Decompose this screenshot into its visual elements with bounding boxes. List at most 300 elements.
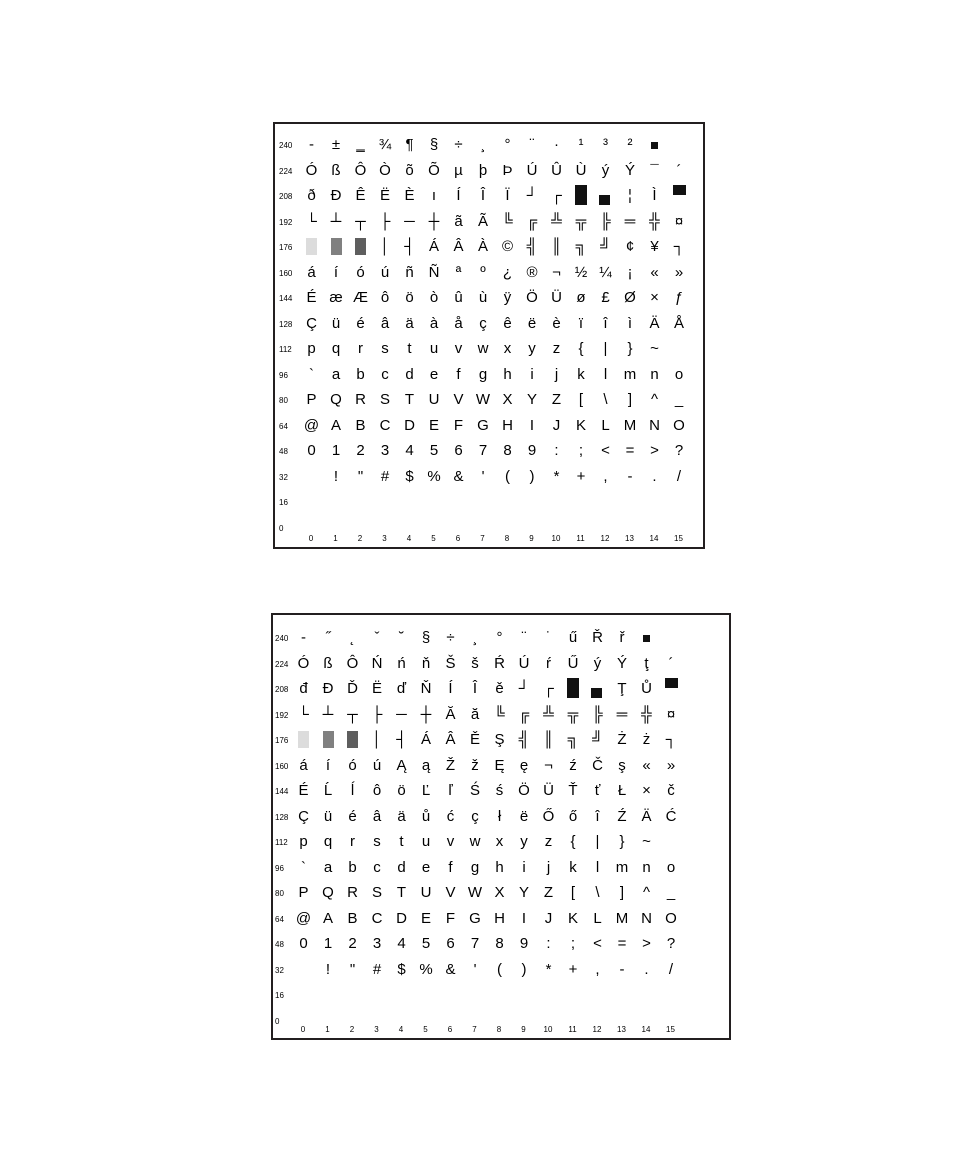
glyph-cell: e [421, 858, 431, 876]
glyph-cell: Ò [379, 161, 391, 179]
glyph-cell: ¤ [666, 705, 676, 723]
glyph-cell: ä [405, 314, 414, 332]
glyph-cell: ţ [644, 654, 649, 672]
glyph-cell: ) [521, 960, 527, 978]
glyph-cell: G [469, 909, 481, 927]
glyph-cell: ] [627, 391, 633, 408]
glyph-cell: ┘ [518, 680, 530, 697]
glyph-cell: ¡ [627, 263, 633, 281]
glyph-cell: µ [454, 161, 463, 179]
row-label: 176 [275, 736, 289, 745]
glyph-cell: y [528, 340, 536, 357]
glyph-cell: ~ [642, 833, 651, 850]
glyph-cell: đ [299, 680, 308, 697]
glyph-cell: ¤ [674, 212, 684, 230]
glyph-cell: ć [446, 807, 455, 825]
glyph-cell: ) [529, 467, 535, 485]
glyph-cell: * [553, 467, 560, 485]
glyph-cell: 7 [470, 935, 480, 952]
glyph-cell: ║ [543, 731, 554, 748]
glyph-cell: ; [570, 935, 576, 952]
glyph-cell: | [595, 833, 600, 850]
glyph-cell: ö [405, 289, 414, 306]
glyph-cell: â [380, 314, 390, 332]
glyph-cell: ┐ [665, 731, 677, 748]
glyph-cell: ď [396, 680, 407, 697]
glyph-cell: ¯ [650, 161, 659, 179]
glyph-cell: Ë [371, 680, 382, 697]
glyph-cell: + [568, 960, 578, 978]
glyph-cell: ═ [624, 212, 636, 230]
glyph-cell: / [668, 960, 674, 978]
glyph-cell: í [333, 263, 339, 281]
glyph-cell: í [325, 756, 331, 774]
glyph-cell: o [674, 365, 684, 383]
glyph-cell: ( [505, 467, 510, 485]
glyph-cell: - [619, 960, 625, 978]
glyph-cell: ã [454, 212, 463, 230]
glyph-cell: ┬ [347, 705, 358, 723]
glyph-cell: ø [576, 289, 586, 306]
glyph-cell: $ [397, 960, 406, 978]
glyph-cell: Õ [428, 161, 440, 179]
glyph-cell: « [650, 263, 659, 281]
glyph-cell: Q [322, 884, 334, 901]
glyph-cell: Ñ [428, 263, 440, 281]
glyph-cell: s [381, 340, 389, 357]
glyph-cell: @ [295, 909, 312, 927]
glyph-cell: ¼ [599, 263, 612, 281]
glyph-cell: ┘ [526, 187, 538, 204]
column-label: 2 [349, 1025, 355, 1034]
glyph-cell: H [502, 416, 513, 434]
block-glyph [651, 142, 658, 149]
glyph-cell: Ž [445, 756, 456, 774]
glyph-cell: ‗ [356, 136, 365, 153]
column-label: 13 [617, 1025, 626, 1034]
glyph-cell: G [477, 416, 489, 434]
glyph-cell: % [427, 467, 441, 485]
glyph-cell: £ [601, 289, 610, 306]
glyph-cell: ┴ [330, 212, 342, 230]
glyph-cell: j [554, 365, 559, 383]
column-label: 4 [398, 1025, 404, 1034]
row-label: 240 [279, 141, 293, 150]
glyph-cell: ˘ [399, 629, 404, 646]
glyph-cell: / [676, 467, 682, 485]
glyph-cell: ˛ [350, 629, 355, 646]
glyph-cell: Y [526, 391, 537, 408]
glyph-cell: ─ [404, 212, 415, 230]
glyph-cell: ŕ [546, 654, 551, 672]
glyph-cell: N [641, 909, 652, 927]
glyph-cell: ╔ [526, 212, 538, 230]
glyph-cell: ¶ [405, 136, 414, 153]
glyph-cell: f [448, 858, 453, 876]
glyph-cell: | [603, 340, 608, 357]
glyph-cell: W [467, 884, 483, 901]
glyph-cell: ô [380, 289, 390, 306]
glyph-cell: L [593, 909, 602, 927]
glyph-cell: b [356, 365, 365, 383]
glyph-cell: ! [325, 960, 331, 978]
glyph-cell: Ň [420, 680, 432, 697]
glyph-cell: ╚ [502, 212, 513, 230]
glyph-cell: Ś [469, 782, 480, 799]
glyph-cell: ş [618, 756, 626, 774]
row-label: 16 [279, 498, 288, 507]
glyph-cell: 8 [495, 935, 504, 952]
glyph-cell: ╬ [641, 705, 652, 723]
block-glyph [575, 185, 587, 205]
glyph-cell: Ń [371, 654, 383, 672]
glyph-cell: Û [551, 161, 562, 179]
glyph-cell: g [470, 858, 480, 876]
block-glyph [673, 185, 686, 195]
glyph-cell: F [445, 909, 456, 927]
glyph-cell: Å [673, 314, 684, 332]
glyph-cell: ë [527, 314, 537, 332]
glyph-cell: ż [642, 731, 651, 748]
block-glyph [591, 688, 602, 698]
glyph-cell: ╔ [518, 705, 530, 723]
row-label: 224 [275, 659, 289, 669]
glyph-cell: Þ [502, 161, 513, 179]
glyph-cell: _ [674, 391, 684, 408]
glyph-cell: q [323, 833, 333, 850]
glyph-cell: S [371, 884, 382, 901]
glyph-cell: û [454, 289, 463, 306]
glyph-cell: U [420, 884, 432, 901]
row-label: 112 [275, 838, 288, 847]
row-label: 96 [275, 863, 284, 873]
column-label: 4 [406, 534, 412, 543]
glyph-cell: t [407, 340, 412, 357]
column-label: 1 [333, 534, 338, 543]
glyph-cell: ┴ [322, 705, 334, 723]
glyph-cell: ƒ [674, 289, 684, 306]
glyph-cell: ˝ [325, 629, 331, 646]
glyph-cell: > [642, 935, 651, 952]
glyph-cell: · [554, 136, 559, 153]
glyph-cell: [ [578, 391, 584, 408]
glyph-cell: } [619, 833, 625, 850]
glyph-cell: ; [578, 442, 584, 459]
glyph-cell: ś [495, 782, 504, 799]
glyph-cell: ü [331, 314, 341, 332]
glyph-cell: 1 [331, 442, 341, 459]
glyph-cell: ┐ [673, 238, 685, 255]
code-page-table-lower [271, 613, 731, 1040]
glyph-cell: V [445, 884, 456, 901]
glyph-cell: ª [455, 263, 462, 281]
column-label: 12 [600, 534, 610, 543]
glyph-cell: ± [331, 136, 341, 153]
glyph-cell: á [307, 263, 316, 281]
row-label: 144 [279, 294, 293, 303]
row-label: 80 [279, 396, 288, 405]
glyph-cell: Ŕ [494, 654, 505, 672]
row-label: 128 [279, 319, 293, 329]
glyph-cell: _ [666, 884, 676, 901]
glyph-cell: m [615, 858, 629, 876]
row-label: 96 [279, 370, 288, 380]
column-label: 5 [431, 534, 436, 543]
glyph-cell: Y [518, 884, 529, 901]
glyph-cell: 4 [405, 442, 414, 459]
glyph-cell: × [642, 782, 651, 799]
glyph-cell: ² [627, 136, 633, 153]
glyph-cell: Ú [526, 161, 538, 179]
glyph-cell: ť [594, 782, 601, 799]
glyph-cell: Q [330, 391, 342, 408]
glyph-cell: < [601, 442, 610, 459]
glyph-cell: ¹ [578, 136, 584, 153]
glyph-cell: , [595, 960, 600, 978]
glyph-cell: 6 [454, 442, 463, 459]
glyph-cell: š [471, 654, 479, 672]
glyph-cell: R [355, 391, 366, 408]
glyph-cell: r [350, 833, 355, 850]
column-label: 0 [300, 1025, 306, 1034]
glyph-cell: î [603, 314, 608, 332]
glyph-cell: u [421, 833, 431, 850]
glyph-cell: j [546, 858, 551, 876]
shade-glyph [323, 731, 334, 748]
glyph-cell: ^ [642, 884, 651, 901]
row-label: 48 [279, 447, 288, 456]
row-label: 192 [275, 710, 289, 720]
glyph-cell: Ê [355, 187, 366, 204]
glyph-cell: b [348, 858, 357, 876]
glyph-cell: \ [603, 391, 608, 408]
glyph-cell: │ [380, 238, 390, 255]
glyph-cell: J [544, 909, 553, 927]
glyph-cell: Ż [617, 731, 627, 748]
glyph-cell: Z [543, 884, 554, 901]
glyph-cell: 2 [348, 935, 357, 952]
glyph-cell: K [567, 909, 578, 927]
row-label: 224 [279, 166, 293, 176]
glyph-cell: å [454, 314, 463, 332]
glyph-cell: ň [421, 654, 431, 672]
glyph-cell: S [379, 391, 390, 408]
glyph-cell: ¨ [521, 629, 527, 646]
row-label: 64 [279, 421, 288, 431]
glyph-cell: ╠ [600, 212, 611, 230]
glyph-cell: ┼ [428, 212, 440, 230]
glyph-cell: f [456, 365, 461, 383]
glyph-cell: Ç [306, 314, 317, 332]
glyph-cell: Ó [297, 654, 310, 672]
row-label: 0 [279, 523, 284, 533]
glyph-cell: ´ [676, 161, 682, 179]
glyph-cell: Ę [494, 756, 505, 774]
glyph-cell: < [593, 935, 602, 952]
glyph-cell: ¬ [552, 263, 561, 281]
glyph-cell: ╗ [575, 238, 587, 255]
glyph-cell: U [428, 391, 440, 408]
glyph-cell: P [298, 884, 309, 901]
glyph-cell: Ë [379, 187, 390, 204]
glyph-cell: 8 [503, 442, 512, 459]
glyph-cell: ý [593, 654, 602, 672]
column-label: 7 [472, 1025, 477, 1034]
column-label: 9 [529, 534, 534, 543]
glyph-cell: W [475, 391, 491, 408]
glyph-cell: ç [471, 807, 479, 825]
glyph-cell: ß [323, 654, 333, 672]
glyph-cell: g [478, 365, 488, 383]
glyph-cell: ╗ [567, 731, 579, 748]
glyph-cell: ` [301, 858, 306, 876]
glyph-cell: ł [497, 807, 502, 825]
glyph-cell: d [397, 858, 406, 876]
glyph-cell: Ő [542, 807, 555, 825]
glyph-cell: Đ [322, 680, 334, 697]
glyph-cell: 9 [527, 442, 537, 459]
glyph-cell: x [503, 340, 512, 357]
glyph-cell: c [381, 365, 389, 383]
code-page-table-upper [273, 122, 705, 549]
glyph-cell: § [429, 136, 439, 153]
glyph-cell: ┼ [420, 705, 432, 723]
glyph-cell: ř [619, 629, 625, 646]
glyph-cell: Ű [567, 654, 579, 672]
glyph-cell: ¥ [650, 238, 659, 255]
glyph-cell: à [429, 314, 439, 332]
glyph-cell: T [404, 391, 415, 408]
column-label: 7 [480, 534, 485, 543]
glyph-cell: * [545, 960, 552, 978]
glyph-cell: ╬ [649, 212, 660, 230]
row-label: 176 [279, 243, 293, 252]
glyph-cell: ├ [371, 705, 383, 723]
glyph-cell: D [404, 416, 415, 434]
glyph-cell: a [331, 365, 341, 383]
glyph-cell: ¸ [480, 136, 486, 153]
column-label: 10 [543, 1025, 553, 1034]
glyph-cell: x [495, 833, 504, 850]
glyph-cell: ÷ [454, 136, 463, 153]
glyph-cell: Z [551, 391, 562, 408]
glyph-cell: q [331, 340, 341, 357]
glyph-cell: # [380, 467, 390, 485]
glyph-cell: » [666, 756, 676, 774]
glyph-cell: Ú [518, 654, 530, 672]
glyph-cell: ñ [405, 263, 414, 281]
glyph-cell: └ [306, 212, 317, 230]
glyph-cell: Ą [396, 756, 407, 774]
glyph-cell: w [469, 833, 481, 850]
glyph-cell: Ä [641, 807, 652, 825]
glyph-cell: ð [307, 187, 316, 204]
glyph-cell: Ş [494, 731, 505, 748]
glyph-cell: ° [504, 136, 511, 153]
glyph-cell: k [569, 858, 577, 876]
glyph-cell: ó [356, 263, 365, 281]
glyph-cell: \ [595, 884, 600, 901]
glyph-cell: Ø [624, 289, 636, 306]
column-label: 11 [568, 1025, 577, 1034]
glyph-cell: 3 [372, 935, 382, 952]
glyph-cell: p [307, 340, 316, 357]
glyph-cell: ! [333, 467, 339, 485]
glyph-cell: A [322, 909, 333, 927]
glyph-cell: ľ [448, 782, 453, 799]
glyph-cell: ü [323, 807, 333, 825]
block-glyph [643, 635, 650, 642]
glyph-cell: ╠ [592, 705, 603, 723]
glyph-cell: ╣ [526, 238, 538, 255]
glyph-cell: Ð [330, 187, 342, 204]
glyph-cell: ( [497, 960, 502, 978]
glyph-cell: ¾ [378, 136, 392, 153]
glyph-cell: ó [348, 756, 357, 774]
glyph-cell: i [522, 858, 526, 876]
glyph-cell: ě [495, 680, 504, 697]
glyph-cell: Ý [624, 161, 635, 179]
shade-glyph [355, 238, 366, 255]
glyph-cell: ú [372, 756, 382, 774]
glyph-cell: V [453, 391, 464, 408]
glyph-cell: ů [421, 807, 431, 825]
glyph-cell: 9 [519, 935, 529, 952]
glyph-cell: Č [592, 756, 603, 774]
glyph-cell: Ù [575, 161, 587, 179]
glyph-cell: e [429, 365, 439, 383]
glyph-cell: Ö [526, 289, 538, 306]
row-label: 16 [275, 991, 284, 1000]
glyph-cell: ù [478, 289, 488, 306]
shade-glyph [331, 238, 342, 255]
glyph-cell: ┌ [543, 680, 554, 697]
row-label: 32 [275, 965, 284, 975]
glyph-cell: = [617, 935, 627, 952]
glyph-cell: ű [568, 629, 578, 646]
column-label: 8 [504, 534, 510, 543]
glyph-cell: Ť [568, 782, 578, 799]
row-label: 64 [275, 914, 284, 924]
glyph-cell: : [554, 442, 559, 459]
glyph-cell: │ [372, 731, 382, 748]
glyph-cell: u [429, 340, 439, 357]
glyph-cell: ├ [379, 212, 391, 230]
glyph-cell: r [358, 340, 363, 357]
glyph-cell: Æ [353, 289, 368, 306]
row-label: 80 [275, 889, 284, 898]
glyph-cell: i [530, 365, 534, 383]
block-glyph [665, 678, 678, 688]
glyph-cell: l [595, 858, 600, 876]
glyph-cell: w [477, 340, 489, 357]
glyph-cell: # [372, 960, 382, 978]
glyph-cell: ╦ [567, 705, 579, 723]
column-label: 14 [649, 534, 659, 543]
glyph-cell: Ä [649, 314, 660, 332]
glyph-cell: á [299, 756, 308, 774]
glyph-cell: ═ [616, 705, 628, 723]
glyph-cell: î [595, 807, 600, 825]
glyph-cell: n [650, 365, 659, 383]
glyph-cell: Ľ [421, 782, 431, 799]
glyph-cell: ╝ [600, 238, 611, 255]
glyph-cell: ž [471, 756, 479, 774]
glyph-cell: » [674, 263, 684, 281]
glyph-cell: ┬ [355, 212, 366, 230]
row-label: 128 [275, 812, 289, 822]
glyph-cell: $ [405, 467, 414, 485]
